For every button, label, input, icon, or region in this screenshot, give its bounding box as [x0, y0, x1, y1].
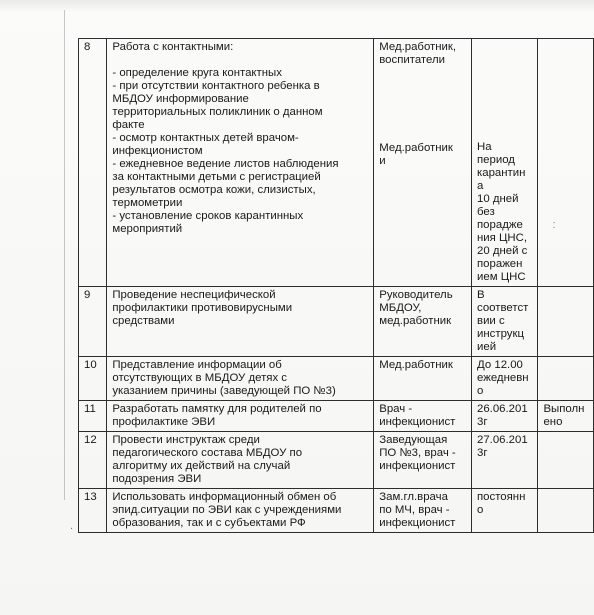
table-row-8 — [79, 39, 594, 287]
term-line: 20 дней с — [477, 245, 528, 257]
task-cell — [107, 39, 374, 287]
task-line: за контактными детьми с регистрацией — [112, 171, 321, 183]
term-line: период — [477, 154, 515, 166]
table-row-11 — [79, 401, 594, 432]
term-cell — [472, 39, 538, 287]
task-cell — [107, 287, 374, 357]
term-cell — [472, 489, 538, 533]
task-line: Разработать памятку для родителей по — [112, 403, 322, 415]
responsible-line: инфекционист — [379, 416, 456, 428]
task-line: - при отсутствии контактного ребенка в — [112, 80, 320, 92]
table-row-13 — [79, 489, 594, 533]
responsible-cell — [374, 489, 472, 533]
term-line: 3г — [477, 447, 488, 459]
term-line: 10 дней — [477, 193, 519, 205]
term-line: На — [477, 141, 492, 153]
responsible-line: мед.работник — [379, 315, 452, 327]
task-heading: Работа с контактными: — [112, 41, 234, 53]
status-cell: Выполн ено — [538, 401, 594, 432]
term-cell — [472, 357, 538, 401]
task-line: инфекционистом — [112, 145, 203, 157]
responsible-line: инфекционист — [379, 460, 456, 472]
responsible-line: по МЧ, врач - — [379, 504, 450, 516]
table-row-10 — [79, 357, 594, 401]
mark-cell — [538, 489, 594, 533]
task-line: Использовать информационный обмен об — [112, 491, 337, 503]
task-cell — [107, 432, 374, 489]
row-number: 11 — [79, 401, 107, 432]
term-line: карантин — [477, 167, 526, 179]
task-line: средствами — [112, 315, 175, 327]
task-line: отсутствующих в МБДОУ детях с — [112, 372, 288, 384]
responsible-cell — [374, 39, 472, 287]
term-line: а — [477, 180, 484, 192]
term-line: вии с — [477, 315, 505, 327]
row-number: 10 — [79, 357, 107, 401]
term-line: В — [477, 289, 485, 301]
page-fold-line — [64, 10, 65, 500]
term-line: постоянн — [477, 491, 526, 503]
task-line: - ежедневное ведение листов наблюдения — [112, 158, 339, 170]
term-line: порадже — [477, 219, 523, 231]
term-line: ежедневн — [477, 372, 529, 384]
responsible-cell — [374, 287, 472, 357]
term-line: соответст — [477, 302, 529, 314]
page-top-edge — [0, 0, 594, 12]
task-line: образования, так и с субъектами РФ — [112, 517, 306, 529]
term-line: 26.06.201 — [477, 403, 528, 415]
mark-cell — [538, 287, 594, 357]
responsible-line: Мед.работник — [379, 142, 453, 154]
responsible-line: Мед.работник — [379, 359, 453, 371]
term-cell — [472, 401, 538, 432]
task-line: Провести инструктаж среди — [112, 434, 260, 446]
term-line: 27.06.201 — [477, 434, 528, 446]
responsible-line: ПО №3, врач - — [379, 447, 456, 459]
row-number: 9 — [79, 287, 107, 357]
task-line: - установление сроков карантинных — [112, 210, 304, 222]
row-number: 8 — [79, 39, 107, 287]
term-line: 3г — [477, 416, 488, 428]
responsible-cell — [374, 357, 472, 401]
mark-cell — [538, 432, 594, 489]
responsible-line: Мед.работник, — [379, 41, 457, 53]
responsible-line: Врач - — [379, 403, 413, 415]
task-line: алгоритму их действий на случай — [112, 460, 291, 472]
task-line: термометрии — [112, 197, 183, 209]
responsible-cell — [374, 401, 472, 432]
responsible-line: Заведующая — [379, 434, 448, 446]
task-line: Проведение неспецифической — [112, 289, 276, 301]
task-line: МБДОУ информирование — [112, 93, 249, 105]
term-line: инструкц — [477, 328, 524, 340]
task-line: профилактики противовирусными — [112, 302, 293, 314]
term-line: без — [477, 206, 495, 218]
term-line: поражен — [477, 258, 523, 270]
responsible-line: Зам.гл.врача — [379, 491, 448, 503]
term-line: До 12.00 — [477, 359, 523, 371]
stray-colon: : — [552, 219, 556, 231]
measures-table — [78, 38, 594, 533]
responsible-line: Руководитель — [379, 289, 453, 301]
responsible-line: и — [379, 155, 386, 167]
task-line: мероприятий — [112, 223, 183, 235]
task-line: эпид.ситуации по ЭВИ как с учреждениями — [112, 504, 342, 516]
term-line: о — [477, 385, 484, 397]
row-number: 13 — [79, 489, 107, 533]
mark-cell — [538, 39, 594, 287]
term-line: ием ЦНС — [477, 271, 526, 283]
task-line: результатов осмотра кожи, слизистых, — [112, 184, 316, 196]
term-cell — [472, 287, 538, 357]
task-cell — [107, 357, 374, 401]
term-cell — [472, 432, 538, 489]
responsible-line: МБДОУ, — [379, 302, 422, 314]
task-line: педагогического состава МБДОУ по — [112, 447, 303, 459]
task-cell — [107, 401, 374, 432]
responsible-cell — [374, 432, 472, 489]
task-line: профилактике ЭВИ — [112, 416, 216, 428]
row-number: 12 — [79, 432, 107, 489]
stray-dot: . — [70, 520, 74, 532]
responsible-line: инфекционист — [379, 517, 456, 529]
task-line: Представление информации об — [112, 359, 282, 371]
task-line: - осмотр контактных детей врачом- — [112, 132, 299, 144]
task-line: - определение круга контактных — [112, 67, 282, 79]
term-line: ния ЦНС, — [477, 232, 528, 244]
table-row-9 — [79, 287, 594, 357]
term-line: о — [477, 504, 484, 516]
task-line: факте — [112, 119, 145, 131]
task-line: указанием причины (заведующей ПО №3) — [112, 385, 336, 397]
responsible-line: воспитатели — [379, 54, 445, 66]
table-row-12 — [79, 432, 594, 489]
task-line: подозрения ЭВИ — [112, 473, 202, 485]
task-cell — [107, 489, 374, 533]
task-line: территориальных поликлиник о данном — [112, 106, 323, 118]
term-line: ией — [477, 341, 497, 353]
mark-cell — [538, 357, 594, 401]
